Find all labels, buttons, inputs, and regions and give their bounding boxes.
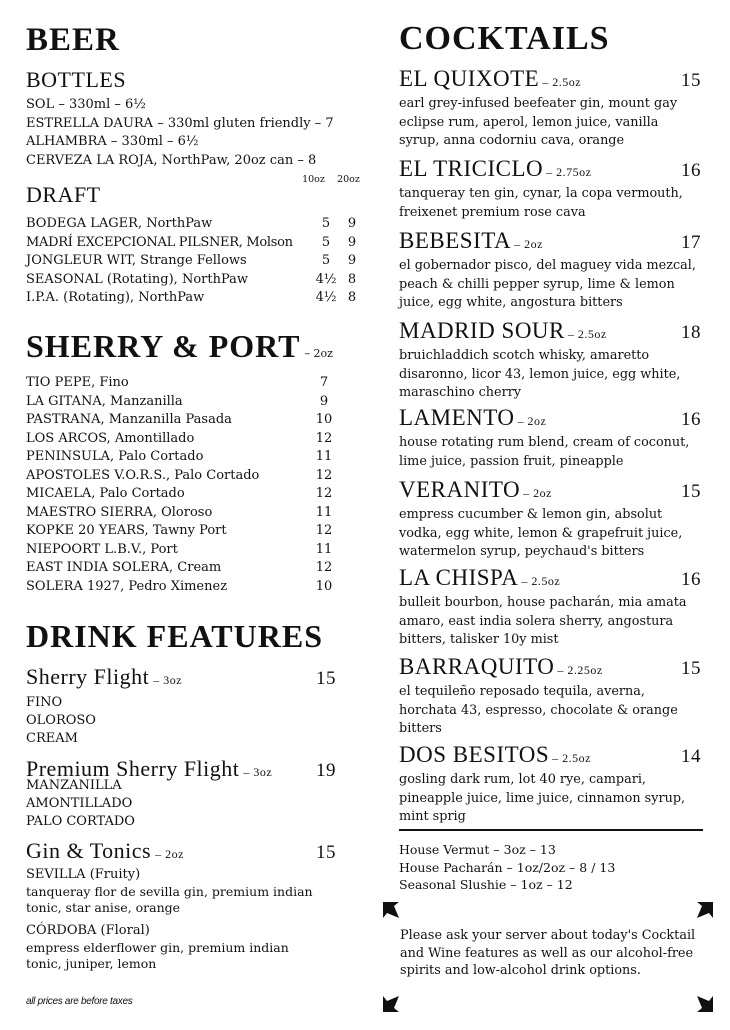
- sherry-list: [26, 374, 336, 596]
- cocktail-item: EL QUIXOTE – 2.5oz 15 earl grey-infused beefeater gin, mount gay eclipse rum, aperol, lemon juice, vanilla syrup, anna codorniu cava, orange: [399, 66, 701, 156]
- sherry-flight-items: [26, 694, 96, 748]
- draft-row: MADRÍ EXCEPCIONAL PILSNER, Molson 5 9: [26, 234, 357, 250]
- list-item: ESTRELLA DAURA – 330ml gluten friendly – 7: [26, 115, 334, 131]
- list-item: CERVEZA LA ROJA, NorthPaw, 20oz can – 8: [26, 152, 317, 168]
- divider: [399, 829, 703, 831]
- corner-arrow-icon: [696, 995, 714, 1013]
- list-item: APOSTOLES V.O.R.S., Palo Cortado 12: [26, 467, 333, 483]
- cocktails-title: COCKTAILS: [399, 20, 610, 57]
- cocktail-name: BEBESITA: [399, 228, 512, 253]
- bottles-list: [26, 96, 376, 170]
- cocktail-name: EL TRICICLO: [399, 156, 544, 181]
- list-item: LA GITANA, Manzanilla 9: [26, 393, 329, 409]
- cocktail-list: [399, 66, 701, 822]
- gin-tonics-items: [26, 866, 326, 972]
- list-item: OLOROSO: [26, 713, 96, 728]
- gin-item-desc: tanqueray flor de sevilla gin, premium indian tonic, star anise, orange: [26, 884, 313, 915]
- gin-item-name: SEVILLA (Fruity): [26, 867, 141, 882]
- list-item: Seasonal Slushie – 1oz – 12: [399, 877, 573, 892]
- cocktail-name: EL QUIXOTE: [399, 66, 540, 91]
- gin-item-name: CÓRDOBA (Floral): [26, 923, 150, 938]
- prices-footnote: all prices are before taxes: [26, 996, 133, 1007]
- draft-size-header: 10oz 20oz: [302, 174, 360, 185]
- list-item: EAST INDIA SOLERA, Cream 12: [26, 560, 333, 575]
- bottles-title: BOTTLES: [26, 67, 127, 92]
- list-item: PENINSULA, Palo Cortado 11: [26, 449, 333, 464]
- corner-arrow-icon: [382, 901, 400, 919]
- cocktail-item: EL TRICICLO – 2.75oz 16 tanqueray ten gin, cynar, la copa vermouth, freixenet premium rose cava: [399, 156, 701, 228]
- list-item: AMONTILLADO: [26, 796, 133, 811]
- cocktail-name: LAMENTO: [399, 405, 515, 430]
- cocktail-desc: earl grey-infused beefeater gin, mount gay eclipse rum, aperol, lemon juice, vanilla syrup, anna codorniu cava, orange: [399, 96, 678, 148]
- draft-row: SEASONAL (Rotating), NorthPaw 4½ 8: [26, 271, 357, 287]
- list-item: LOS ARCOS, Amontillado 12: [26, 430, 333, 446]
- beer-title: BEER: [26, 22, 120, 58]
- draft-row: JONGLEUR WIT, Strange Fellows 5 9: [26, 253, 357, 268]
- list-item: House Vermut – 3oz – 13: [399, 842, 556, 857]
- cocktail-desc: tanqueray ten gin, cynar, la copa vermouth, freixenet premium rose cava: [399, 186, 683, 220]
- sherry-header: [26, 330, 366, 362]
- cocktail-item: MADRID SOUR – 2.5oz 18 bruichladdich scotch whisky, amaretto disaronno, licor 43, lemon juice, egg white, maraschino cherry: [399, 318, 701, 405]
- cocktail-name: DOS BESITOS: [399, 742, 550, 767]
- draft-row: BODEGA LAGER, NorthPaw 5 9: [26, 216, 357, 231]
- cocktail-desc: el tequileño reposado tequila, averna, horchata 43, espresso, chocolate & orange bitters: [399, 684, 678, 736]
- cocktail-desc: bulleit bourbon, house pacharán, mia amata amaro, east india solera sherry, angostura bitters, talisker 10y mist: [399, 595, 687, 647]
- sherry-size: – 2oz: [304, 347, 333, 360]
- sherry-flight-header: Sherry Flight – 3oz 15: [26, 664, 336, 689]
- list-item: NIEPOORT L.B.V., Port 11: [26, 541, 333, 557]
- notice-text: Please ask your server about today's Cocktail and Wine features as well as our alcohol-free spirits and low-alcohol drink options.: [400, 928, 696, 978]
- cocktail-item: BEBESITA – 2oz 17 el gobernador pisco, del maguey vida mezcal, peach & chilli pepper syrup, lime & lemon juice, egg white, angostura bitters: [399, 228, 701, 318]
- cocktail-item: BARRAQUITO – 2.25oz 15 el tequileño reposado tequila, averna, horchata 43, espresso, chocolate & orange bitters: [399, 654, 701, 742]
- corner-arrow-icon: [696, 901, 714, 919]
- cocktail-name: LA CHISPA: [399, 565, 519, 590]
- notice-box: [382, 901, 714, 1013]
- list-item: KOPKE 20 YEARS, Tawny Port 12: [26, 523, 333, 538]
- features-title: DRINK FEATURES: [26, 618, 323, 654]
- cocktail-name: MADRID SOUR: [399, 318, 565, 343]
- premium-flight-items: [26, 777, 135, 831]
- list-item: ALHAMBRA – 330ml – 6½: [26, 134, 199, 149]
- cocktail-name: BARRAQUITO: [399, 654, 555, 679]
- cocktail-item: LA CHISPA – 2.5oz 16 bulleit bourbon, house pacharán, mia amata amaro, east india solera sherry, angostura bitters, talisker 10y mist: [399, 565, 701, 654]
- cocktail-desc: bruichladdich scotch whisky, amaretto disaronno, licor 43, lemon juice, egg white, maraschino cherry: [399, 348, 681, 400]
- list-item: TIO PEPE, Fino 7: [26, 375, 329, 390]
- cocktail-desc: empress cucumber & lemon gin, absolut vodka, egg white, lemon & grapefruit juice, watermelon syrup, peychaud's bitters: [399, 507, 683, 559]
- list-item: MICAELA, Palo Cortado 12: [26, 486, 333, 501]
- gin-item-desc: empress elderflower gin, premium indian tonic, juniper, lemon: [26, 940, 289, 971]
- premium-flight-header: Premium Sherry Flight – 3oz 19: [26, 756, 336, 781]
- draft-title: DRAFT: [26, 182, 101, 207]
- extras-list: [399, 841, 615, 894]
- list-item: MAESTRO SIERRA, Oloroso 11: [26, 504, 333, 520]
- cocktail-item: VERANITO – 2oz 15 empress cucumber & lemon gin, absolut vodka, egg white, lemon & grapefruit juice, watermelon syrup, peychaud's bitters: [399, 477, 701, 565]
- list-item: SOLERA 1927, Pedro Ximenez 10: [26, 578, 333, 594]
- cocktail-name: VERANITO: [399, 477, 521, 502]
- draft-row: I.P.A. (Rotating), NorthPaw 4½ 8: [26, 290, 357, 305]
- list-item: PASTRANA, Manzanilla Pasada 10: [26, 412, 333, 427]
- cocktail-item: DOS BESITOS – 2.5oz 14 gosling dark rum, lot 40 rye, campari, pineapple juice, lime juice, cinnamon syrup, mint sprig: [399, 742, 701, 822]
- cocktail-item: LAMENTO – 2oz 16 house rotating rum blend, cream of coconut, lime juice, passion fruit, pineapple: [399, 405, 701, 477]
- list-item: SOL – 330ml – 6½: [26, 97, 146, 112]
- list-item: House Pacharán – 1oz/2oz – 8 / 13: [399, 859, 616, 875]
- gin-tonics-header: Gin & Tonics – 2oz 15: [26, 838, 336, 863]
- sherry-title: SHERRY & PORT: [26, 328, 301, 364]
- cocktail-desc: gosling dark rum, lot 40 rye, campari, pineapple juice, lime juice, cinnamon syrup, mint sprig: [399, 772, 686, 824]
- cocktail-desc: el gobernador pisco, del maguey vida mezcal, peach & chilli pepper syrup, lime & lemon juice, egg white, angostura bitters: [399, 258, 696, 310]
- list-item: MANZANILLA: [26, 778, 122, 793]
- draft-list: [26, 215, 366, 308]
- cocktail-desc: house rotating rum blend, cream of coconut, lime juice, passion fruit, pineapple: [399, 435, 690, 469]
- list-item: FINO: [26, 695, 63, 710]
- list-item: CREAM: [26, 731, 78, 746]
- list-item: PALO CORTADO: [26, 814, 135, 829]
- corner-arrow-icon: [382, 995, 400, 1013]
